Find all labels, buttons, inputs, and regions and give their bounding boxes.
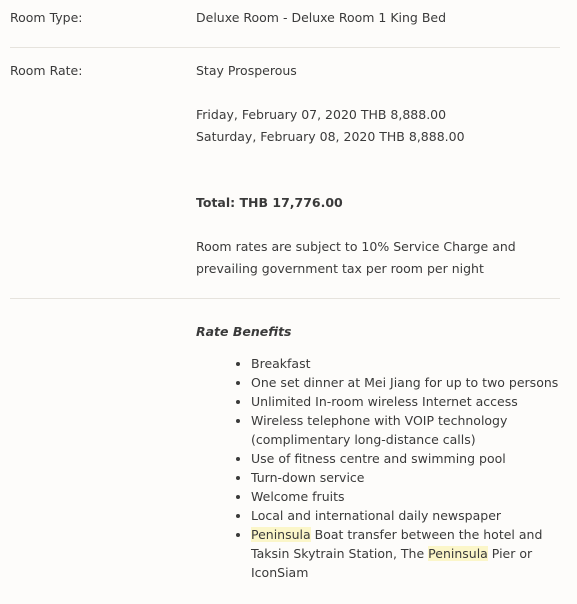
- highlight-text: Peninsula: [428, 546, 488, 561]
- room-type-label: Room Type:: [10, 10, 83, 25]
- total-amount: Total: THB 17,776.00: [196, 195, 343, 210]
- benefit-item: • Local and international daily newspaper: [251, 506, 571, 525]
- benefit-text: Boat transfer between the hotel and Taksin Skytrain Station, The: [251, 527, 543, 561]
- rate-note: Room rates are subject to 10% Service Charge and prevailing government tax per room per night: [196, 239, 516, 276]
- benefit-item: • Turn-down service: [251, 468, 571, 487]
- benefit-item: • Unlimited In-room wireless Internet access: [251, 392, 571, 411]
- divider: [10, 298, 560, 299]
- benefit-item: • Wireless telephone with VOIP technology (complimentary long-distance calls): [251, 411, 571, 449]
- night-rate-2: Saturday, February 08, 2020 THB 8,888.00: [196, 129, 465, 144]
- benefit-item: • Welcome fruits: [251, 487, 571, 506]
- benefits-list: [233, 354, 571, 582]
- night-rate-1: Friday, February 07, 2020 THB 8,888.00: [196, 107, 447, 122]
- benefit-item: • Use of fitness centre and swimming pool: [251, 449, 571, 468]
- benefit-item: • One set dinner at Mei Jiang for up to two persons: [251, 373, 571, 392]
- benefit-item: • Breakfast: [251, 354, 571, 373]
- rate-name: Stay Prosperous: [196, 63, 297, 78]
- benefit-item-boat-transfer: [251, 525, 571, 582]
- highlight-text: Peninsula: [251, 527, 311, 542]
- benefit-text: Pier or IconSiam: [251, 546, 533, 580]
- benefits-title: Rate Benefits: [196, 324, 292, 339]
- divider: [10, 47, 560, 48]
- room-type-value: Deluxe Room - Deluxe Room 1 King Bed: [196, 10, 447, 25]
- room-rate-label: Room Rate:: [10, 63, 83, 78]
